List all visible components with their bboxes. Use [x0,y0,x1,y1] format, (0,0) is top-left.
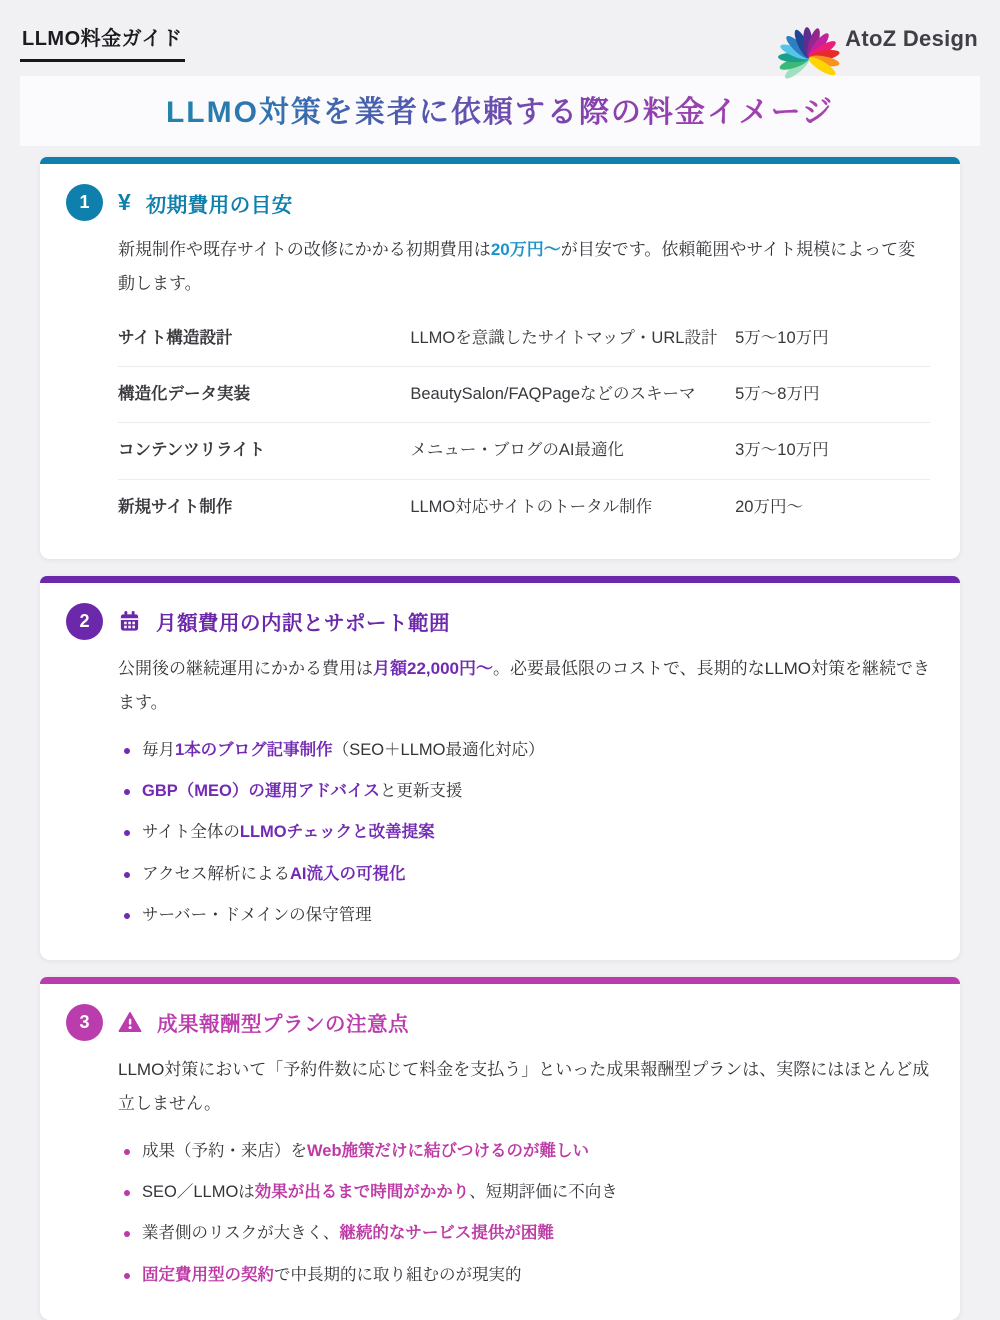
plain-text: 、短期評価に不向き [469,1183,618,1202]
price-table-cell-desc: BeautySalon/FAQPageなどのスキーマ [410,367,735,423]
plain-text: 。必要最低限のコストで、長期的なLLMO対策を継続できます。 [118,658,930,712]
price-table-cell-price: 3万〜10万円 [735,423,930,479]
price-table-cell-label: コンテンツリライト [118,423,410,479]
plain-text: SEO／LLMOは [142,1183,255,1202]
bullet-item [118,895,930,936]
accent-text: LLMOチェックと改善提案 [239,823,435,842]
price-table-row [118,423,930,479]
section-content [118,1053,930,1296]
accent-text: AI流入の可視化 [290,864,406,883]
section-monthly-cost [40,576,960,960]
section-header [66,984,932,1049]
plain-text: で中長期的に取り組むのが現実的 [274,1265,522,1284]
section-header [66,583,932,648]
section-title: 初期費用の目安 [145,193,293,217]
section-content [118,652,930,936]
plain-text: 毎月 [142,740,175,759]
brand-name: AtoZ Design [845,26,978,51]
section-number-badge: 1 [66,184,103,221]
price-table-cell-label: 新規サイト制作 [118,479,410,535]
brand-logo-icon [779,12,841,66]
price-table [118,311,930,535]
plain-text: LLMO対策において「予約件数に応じて料金を支払う」といった成果報酬型プランは、実際にはほとんど成立しません。 [118,1059,930,1113]
bullet-item [118,1213,930,1254]
section-title: 月額費用の内訳とサポート範囲 [156,612,450,636]
accent-text: 効果が出るまで時間がかかり [254,1183,470,1202]
price-table-row [118,367,930,423]
accent-text: 1本のブログ記事制作 [175,740,333,759]
section-intro [118,652,930,720]
price-table-cell-desc: LLMOを意識したサイトマップ・URL設計 [410,329,718,347]
bullet-item [118,1131,930,1172]
section-header [66,164,932,229]
bullet-item [118,1255,930,1296]
title-band [20,76,980,146]
plain-text: サーバー・ドメインの保守管理 [142,905,372,924]
caution-list [118,1131,930,1296]
plain-text: が目安です。依頼範囲やサイト規模によって変動します。 [118,240,916,293]
price-table-cell-desc: LLMO対応サイトのトータル制作 [410,479,735,535]
price-table-cell-price: 5万〜10万円 [735,329,829,347]
accent-text: 継続的なサービス提供が困難 [339,1224,554,1243]
section-number-badge: 3 [66,1004,103,1041]
bullet-item [118,854,930,895]
section-intro [118,1053,930,1121]
price-table-row [118,479,930,535]
section-title: 成果報酬型プランの注意点 [157,1013,409,1037]
price-table-body [118,311,930,535]
accent-text: 固定費用型の契約 [142,1265,274,1284]
brand [779,12,978,66]
calendar-icon [118,610,141,633]
plain-text: アクセス解析による [142,864,291,883]
main-title: LLMO対策を業者に依頼する際の料金イメージ [166,87,834,131]
plain-text: 業者側のリスクが大きく、 [142,1224,340,1243]
bullet-item [118,730,930,771]
bullet-item [118,1172,930,1213]
accent-text: 20万円〜 [490,240,561,259]
yen-icon: ¥ [118,189,131,215]
plain-text: 公開後の継続運用にかかる費用は [118,658,373,678]
price-table-cell-price: 5万〜8万円 [735,367,930,423]
section-performance-plan-caution [40,977,960,1320]
section-content [118,233,930,535]
doc-title: LLMO料金ガイド [20,16,185,62]
price-table-cell-label: サイト構造設計 [118,329,233,347]
bullet-item [118,771,930,812]
plain-text: 新規制作や既存サイトの改修にかかる初期費用は [118,240,491,259]
plain-text: サイト全体の [142,823,240,842]
section-intro [118,233,930,301]
warning-icon [118,1011,142,1033]
price-table-cell-price: 20万円〜 [735,479,930,535]
accent-text: Web施策だけに結びつけるのが難しい [307,1141,590,1160]
cards [0,146,1000,1320]
section-initial-cost [40,157,960,559]
bullet-item [118,812,930,853]
plain-text: と更新支援 [379,782,463,801]
page-header [0,0,1000,72]
plain-text: 成果（予約・来店）を [142,1141,307,1160]
price-table-cell-desc: メニュー・ブログのAI最適化 [410,423,735,479]
accent-text: GBP（MEO）の運用アドバイス [142,782,380,801]
plain-text: （SEO＋LLMO最適化対応） [332,740,545,759]
section-number-badge: 2 [66,603,103,640]
price-table-cell-label: 構造化データ実装 [118,367,410,423]
accent-text: 月額22,000円〜 [373,658,493,678]
support-list [118,730,930,936]
price-table-row [118,311,930,367]
